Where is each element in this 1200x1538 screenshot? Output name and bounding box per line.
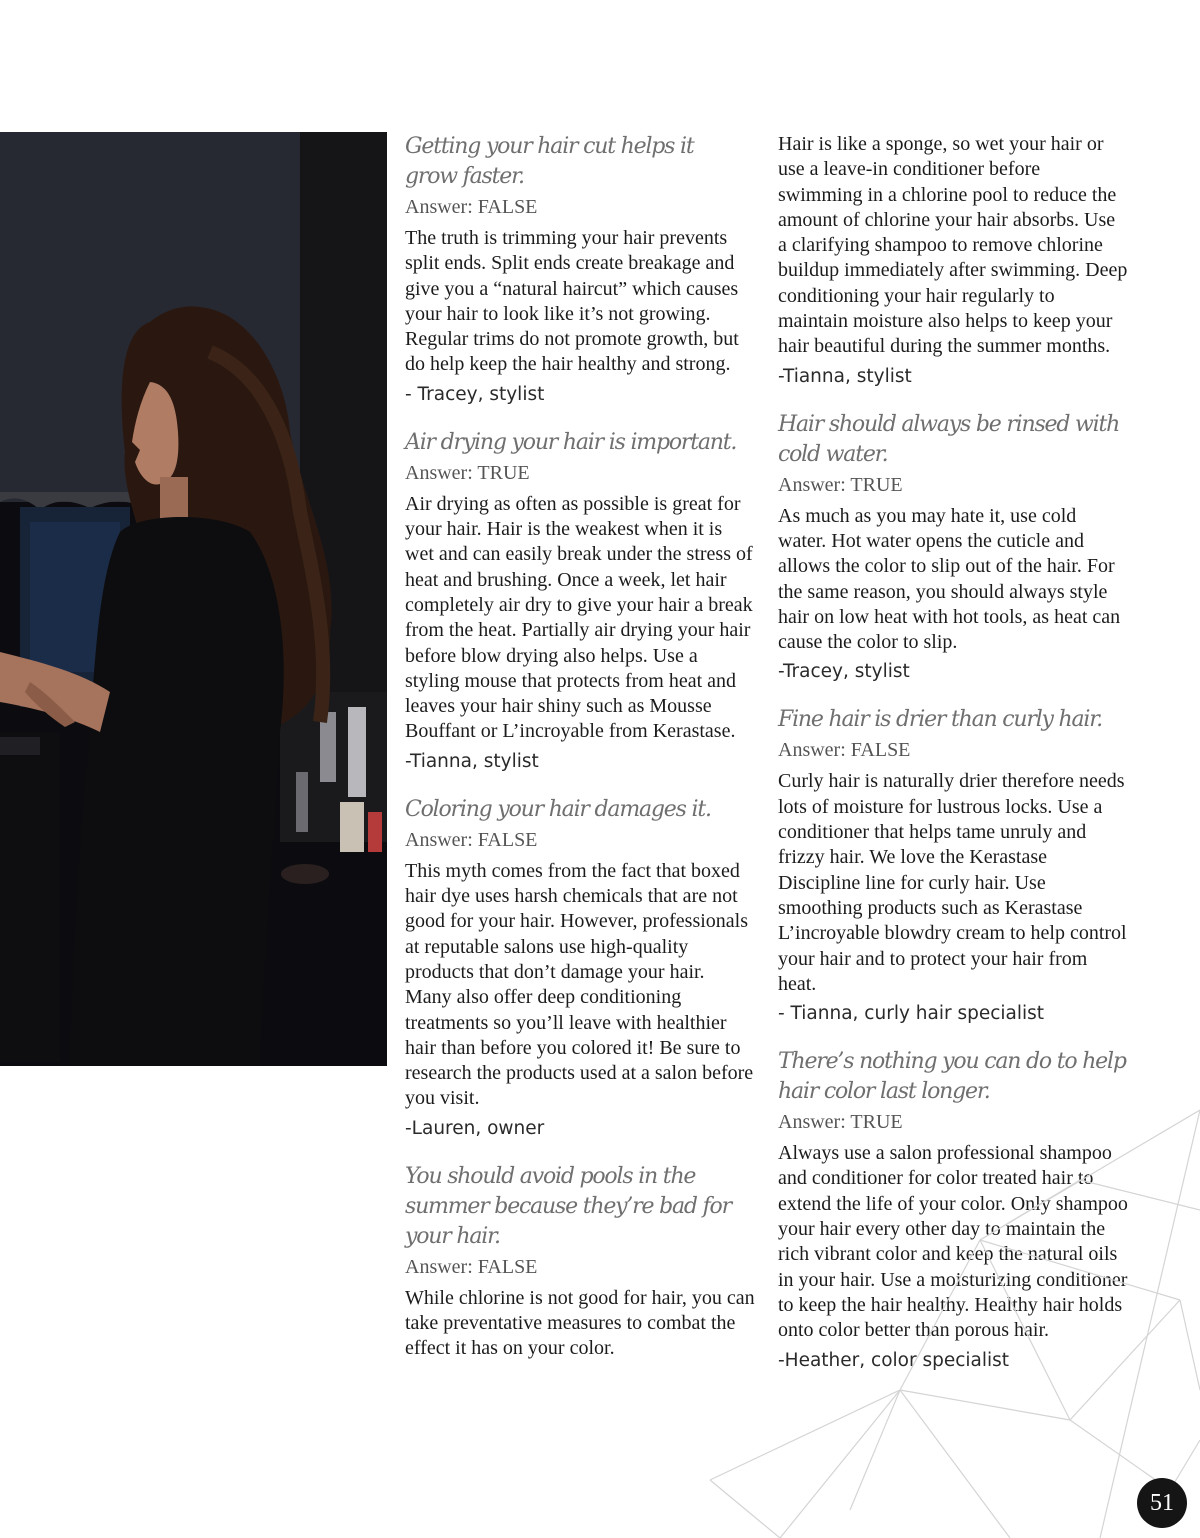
stylist-photo <box>0 132 387 1066</box>
signature: -Tianna, stylist <box>778 365 912 387</box>
signature: - Tianna, curly hair specialist <box>778 1003 1045 1025</box>
page-number: 51 <box>1137 1478 1187 1528</box>
answer-label: Answer: TRUE <box>778 1111 903 1134</box>
myth-body: Curly hair is naturally drier therefore needs lots of moisture for lustrous locks. Use a conditioner that helps tame unruly and frizzy hair. We love the Kerastase Discipline line for curly hair. Use smoothing products such as Kerastase L’incroyable blowdry cream to help control your hair and to protect your hair from heat. <box>778 770 1127 995</box>
myth-heading: There’s nothing you can do to help hair color last longer. <box>778 1049 1126 1105</box>
myth-body: Always use a salon professional shampoo and conditioner for color treated hair to extend the life of your color. Only shampoo your hair every other day to maintain the rich vibrant color and keep the natural oils in your hair. Use a moisturizing conditioner to keep the hair healthy. Healthy hair holds onto color better than porous hair. <box>778 1142 1128 1342</box>
myth-body: This myth comes from the fact that boxed hair dye uses harsh chemicals that are not good for your hair. However, professionals at reputable salons use high-quality products that don’t damage your hair. Many also offer deep conditioning treatments so you’ll leave with healthier hair than before you colored it! Be sure to research the products used at a salon before you visit. <box>405 859 754 1110</box>
answer-label: Answer: FALSE <box>405 828 538 851</box>
myth-heading: Coloring your hair damages it. <box>405 796 711 822</box>
answer-label: Answer: FALSE <box>405 196 538 218</box>
continued-body: Hair is like a sponge, so wet your hair or use a leave-in conditioner before swimming in a chlorine pool to reduce the amount of chlorine your hair absorbs. Use a clarifying shampoo to remove chlorine buildup immediately after swimming. Deep conditioning your hair regularly to maintain moisture also helps to keep your hair beautiful during the summer months. <box>778 133 1128 358</box>
signature: -Lauren, owner <box>405 1117 545 1139</box>
myth-heading: You should avoid pools in the summer because they’re bad for your hair. <box>405 1163 731 1249</box>
myth-body: While chlorine is not good for hair, you can take preventative measures to combat the effect it has on your color. <box>405 1286 755 1360</box>
myth-heading: Getting your hair cut helps it grow faster. <box>405 134 694 189</box>
geometric-decoration <box>650 1090 1200 1538</box>
answer-label: Answer: FALSE <box>778 739 911 762</box>
signature: - Tracey, stylist <box>405 383 545 405</box>
myth-heading: Hair should always be rinsed with cold water. <box>778 411 1120 467</box>
signature: -Heather, color specialist <box>778 1349 1010 1371</box>
answer-label: Answer: FALSE <box>405 1255 538 1278</box>
myth-heading: Air drying your hair is important. <box>405 429 737 455</box>
myth-heading: Fine hair is drier than curly hair. <box>778 707 1102 733</box>
myth-body: The truth is trimming your hair prevents split ends. Split ends create breakage and give you a “natural haircut” which causes your hair to look like it’s not growing. Regular trims do not promote growth, but do help keep the hair healthy and strong. <box>405 227 739 376</box>
signature: -Tianna, stylist <box>405 750 539 772</box>
answer-label: Answer: TRUE <box>405 461 530 484</box>
myth-body: As much as you may hate it, use cold water. Hot water opens the cuticle and allows the color to slip out of the hair. For the same reason, you should always style hair on low heat with hot tools, as heat can cause the color to slip. <box>778 504 1121 654</box>
answer-label: Answer: TRUE <box>778 473 903 496</box>
signature: -Tracey, stylist <box>778 661 910 683</box>
myth-body: Air drying as often as possible is great for your hair. Hair is the weakest when it is wet and can easily break under the stress of heat and brushing. Once a week, let hair completely air dry to give your hair a break from the heat. Partially air drying your hair before blow drying also helps. Use a styling mouse that protects from heat and leaves your hair shiny such as Mousse Bouffant or L’incroyable from Kerastase. <box>405 492 753 743</box>
